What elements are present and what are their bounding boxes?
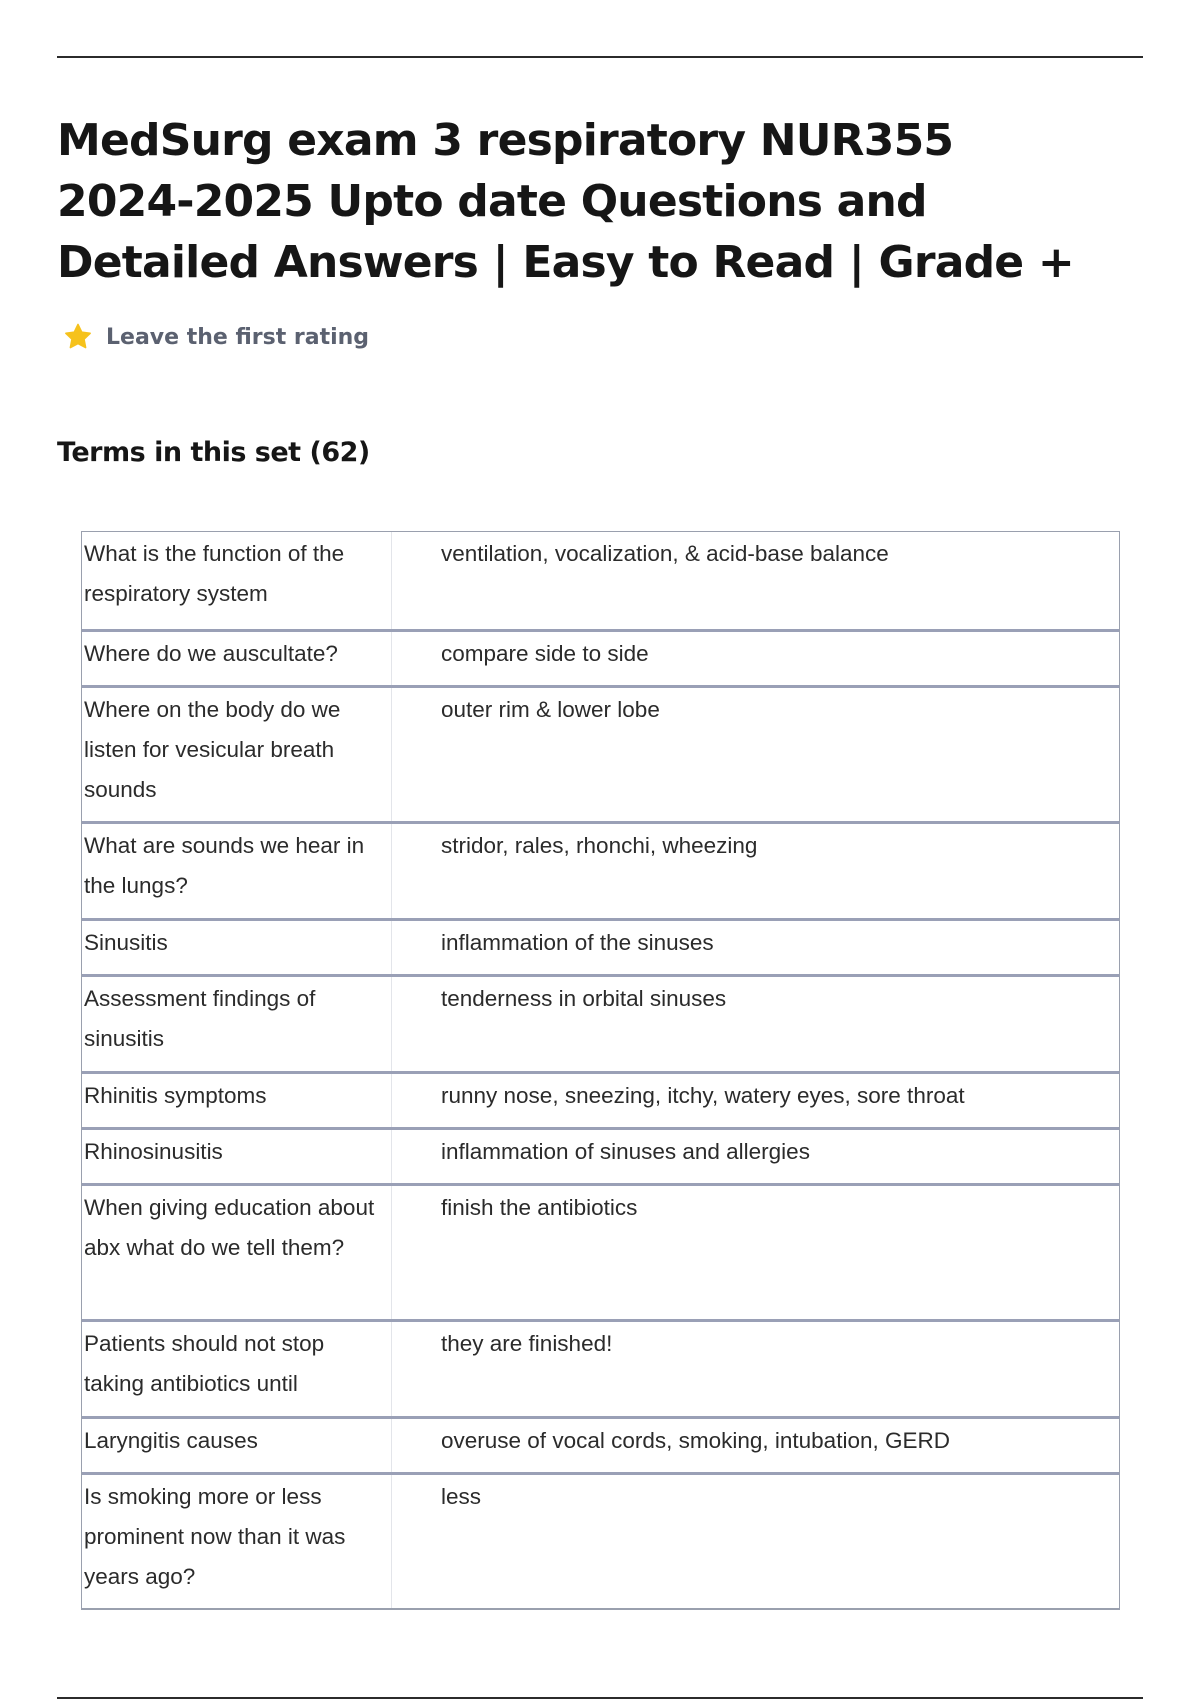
term-answer: inflammation of the sinuses: [441, 930, 714, 955]
term-row: [82, 685, 1119, 821]
top-divider: [57, 56, 1143, 58]
term-question: Assessment findings of sinusitis: [82, 977, 392, 1071]
terms-table: [81, 531, 1120, 1610]
term-question: Is smoking more or less prominent now than it was years ago?: [82, 1475, 392, 1608]
rating-widget[interactable]: [62, 318, 369, 356]
term-question: Rhinitis symptoms: [82, 1074, 392, 1127]
term-answer: inflammation of sinuses and allergies: [441, 1139, 810, 1164]
term-answer: ventilation, vocalization, & acid-base balance: [441, 541, 889, 566]
term-row: [82, 1071, 1119, 1127]
term-question: Sinusitis: [82, 921, 392, 974]
term-row: [82, 918, 1119, 974]
term-row: [82, 532, 1119, 629]
term-row: [82, 1319, 1119, 1416]
term-question: What are sounds we hear in the lungs?: [82, 824, 392, 918]
term-row: [82, 1472, 1119, 1608]
term-row: [82, 974, 1119, 1071]
term-question: What is the function of the respiratory system: [82, 532, 392, 629]
term-row: [82, 821, 1119, 918]
term-answer: overuse of vocal cords, smoking, intubation, GERD: [441, 1428, 950, 1453]
star-shape: [66, 324, 90, 347]
term-row: [82, 1183, 1119, 1319]
term-answer: runny nose, sneezing, itchy, watery eyes, sore throat: [441, 1083, 965, 1108]
term-row: [82, 1416, 1119, 1472]
star-icon[interactable]: [62, 321, 94, 353]
term-answer: finish the antibiotics: [441, 1195, 638, 1220]
term-question: When giving education about abx what do we tell them?: [82, 1186, 392, 1319]
term-question: Where do we auscultate?: [82, 632, 392, 685]
term-question: Patients should not stop taking antibiotics until: [82, 1322, 392, 1416]
term-answer: stridor, rales, rhonchi, wheezing: [441, 833, 758, 858]
term-answer: less: [441, 1484, 482, 1509]
term-question: Laryngitis causes: [82, 1419, 392, 1472]
term-question: Where on the body do we listen for vesicular breath sounds: [82, 688, 392, 821]
term-question: Rhinosinusitis: [82, 1130, 392, 1183]
page-title: MedSurg exam 3 respiratory NUR355 2024-2025 Upto date Questions and Detailed Answers | Easy to Read | Grade +: [57, 115, 1074, 288]
term-answer: outer rim & lower lobe: [441, 697, 660, 722]
term-row: [82, 629, 1119, 685]
terms-heading: Terms in this set (62): [57, 437, 370, 468]
term-row: [82, 1127, 1119, 1183]
term-answer: they are finished!: [441, 1331, 613, 1356]
bottom-divider: [57, 1697, 1143, 1699]
term-answer: tenderness in orbital sinuses: [441, 986, 727, 1011]
term-answer: compare side to side: [441, 641, 649, 666]
rating-link[interactable]: Leave the first rating: [106, 324, 370, 350]
